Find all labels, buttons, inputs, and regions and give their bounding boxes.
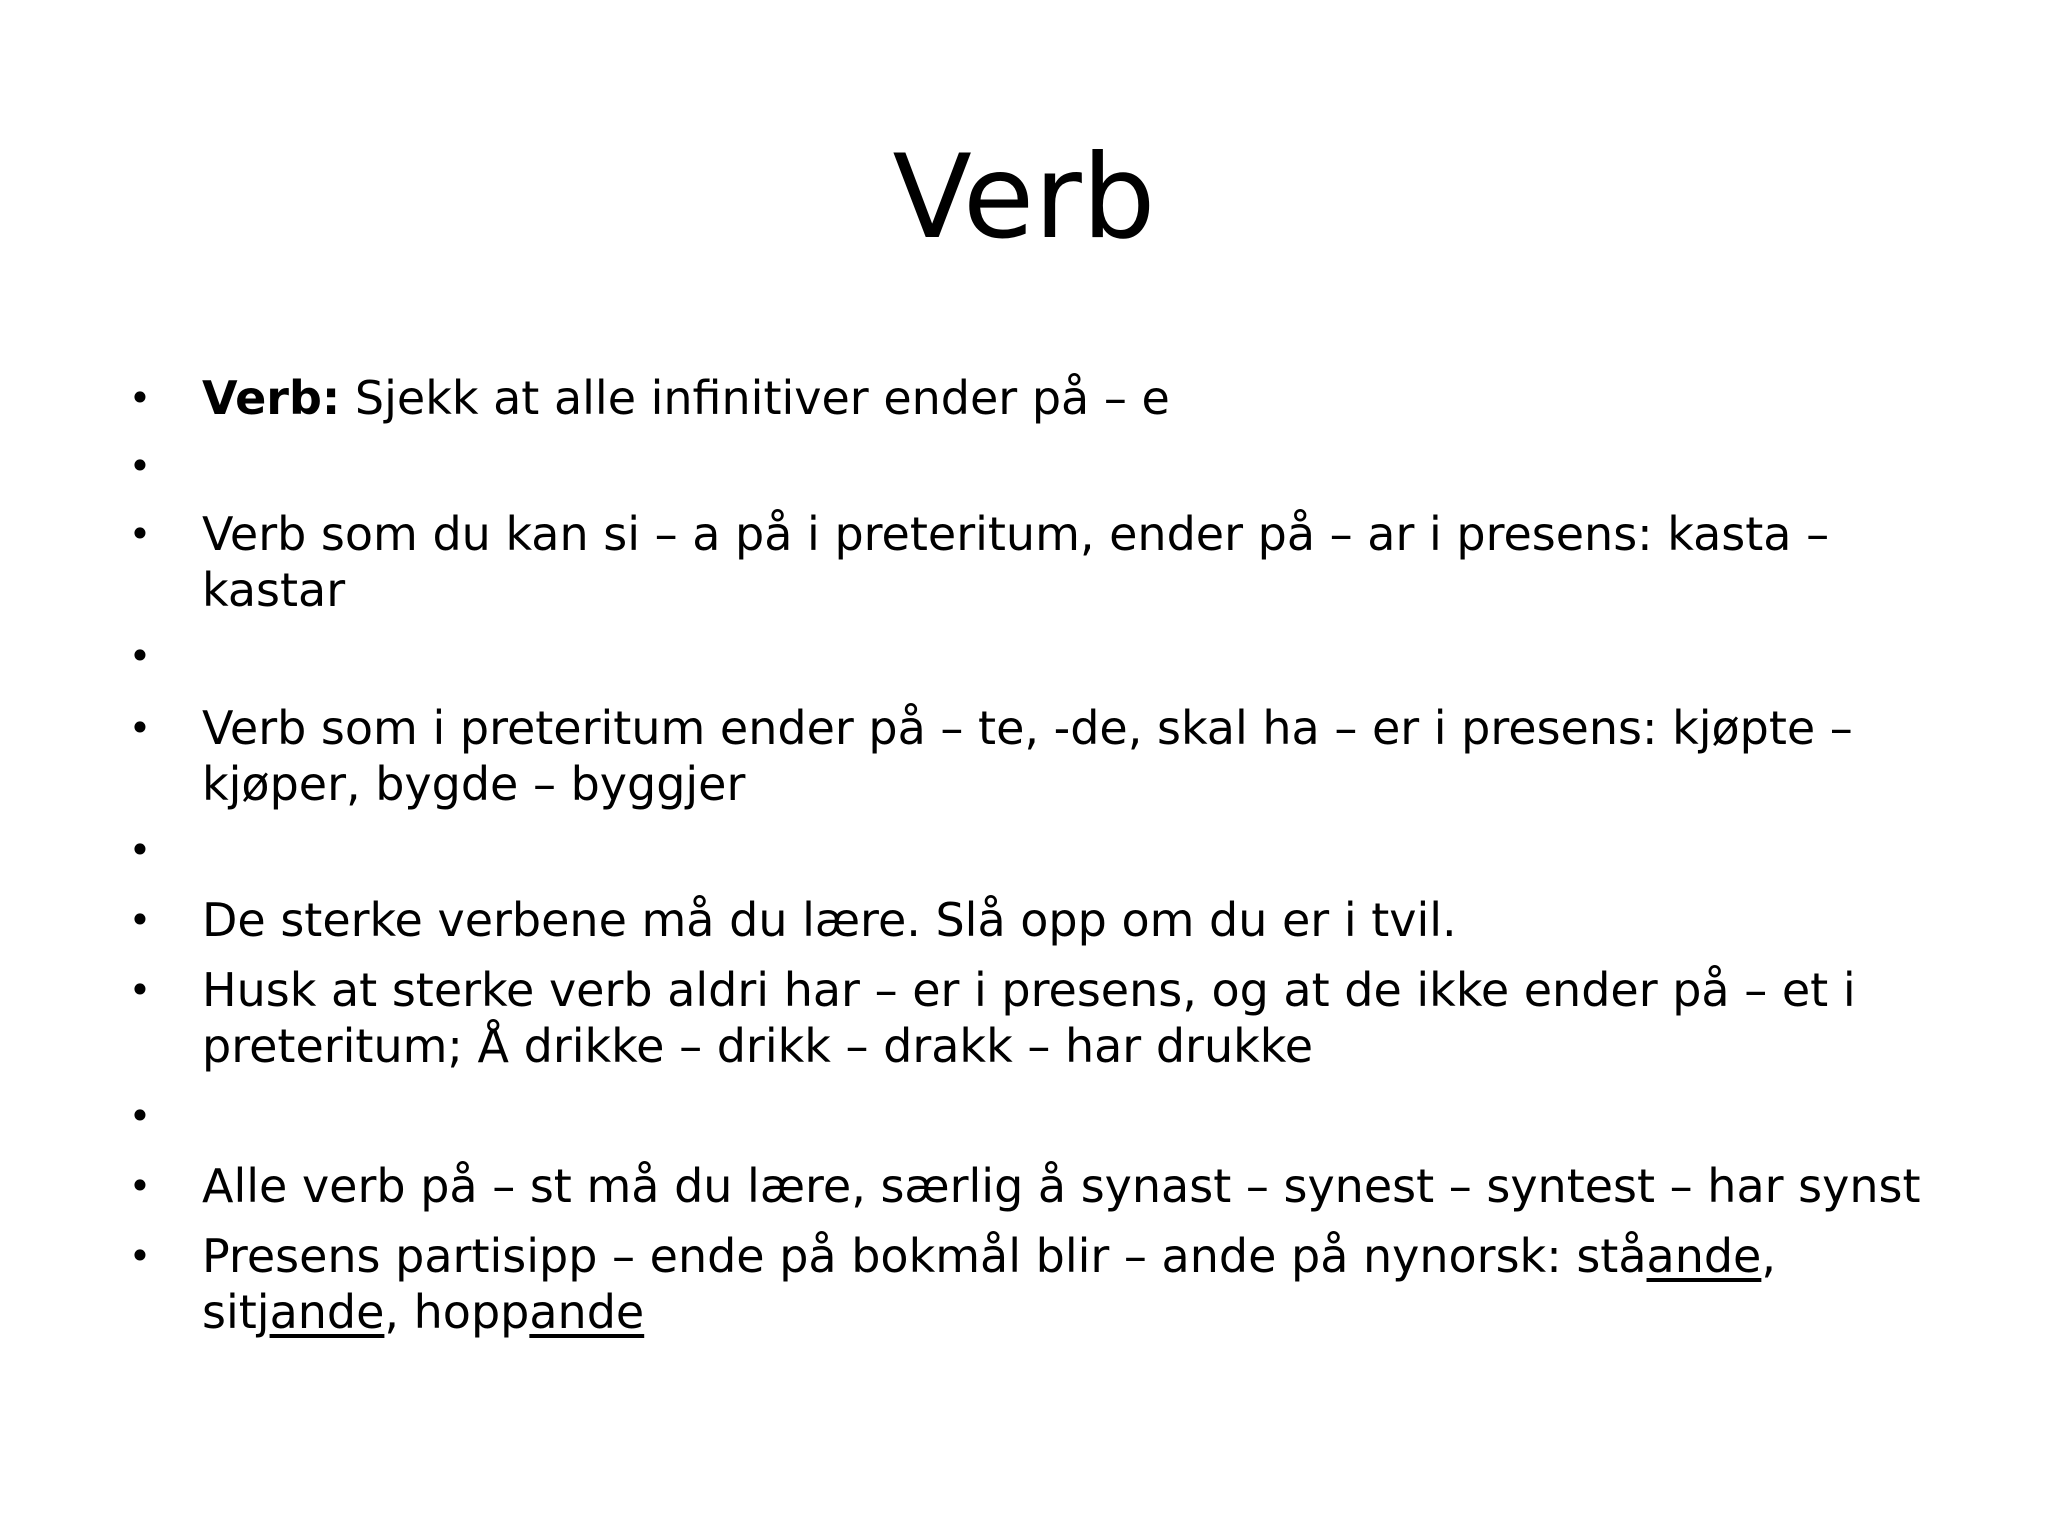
underlined-suffix: ande (269, 1285, 385, 1339)
slide-title: Verb (892, 130, 1156, 265)
bullet-icon: • (128, 376, 152, 420)
bullet-icon: • (128, 828, 152, 872)
underlined-suffix: ande (1646, 1229, 1762, 1283)
bullet-lead: Verb: (202, 371, 341, 425)
bullet-body: Sjekk at alle infinitiver ender på – e (340, 371, 1170, 425)
bullet-text (202, 370, 1942, 426)
bullet-icon: • (128, 706, 152, 750)
bullet-text: Husk at sterke verb aldri har – er i presens, og at de ikke ender på – et i preteritum; Å drikke – drikk – drakk – har drukke (202, 963, 1856, 1073)
bullet-segment: , hopp (384, 1285, 530, 1339)
bullet-text (202, 1228, 1942, 1340)
bullet-icon: • (128, 512, 152, 556)
bullet-segment: Presens partisipp – ende på bokmål blir – ande på nynorsk: stå (202, 1229, 1647, 1283)
bullet-icon: • (128, 1094, 152, 1138)
bullet-icon: • (128, 898, 152, 942)
bullet-icon: • (128, 1164, 152, 1208)
bullet-text: Verb som i preteritum ender på – te, -de, skal ha – er i presens: kjøpte – kjøper, bygde – byggjer (202, 701, 1853, 811)
bullet-icon: • (128, 634, 152, 678)
bullet-segment: , sitj (202, 1229, 1776, 1339)
bullet-text: Verb som du kan si – a på i preteritum, ender på – ar i presens: kasta – kastar (202, 507, 1830, 617)
bullet-text: De sterke verbene må du lære. Slå opp om du er i tvil. (202, 893, 1457, 947)
bullet-icon: • (128, 444, 152, 488)
bullet-icon: • (128, 968, 152, 1012)
underlined-suffix: ande (529, 1285, 645, 1339)
bullet-text: Alle verb på – st må du lære, særlig å synast – synest – syntest – har synst (202, 1159, 1921, 1213)
bullet-icon: • (128, 1234, 152, 1278)
